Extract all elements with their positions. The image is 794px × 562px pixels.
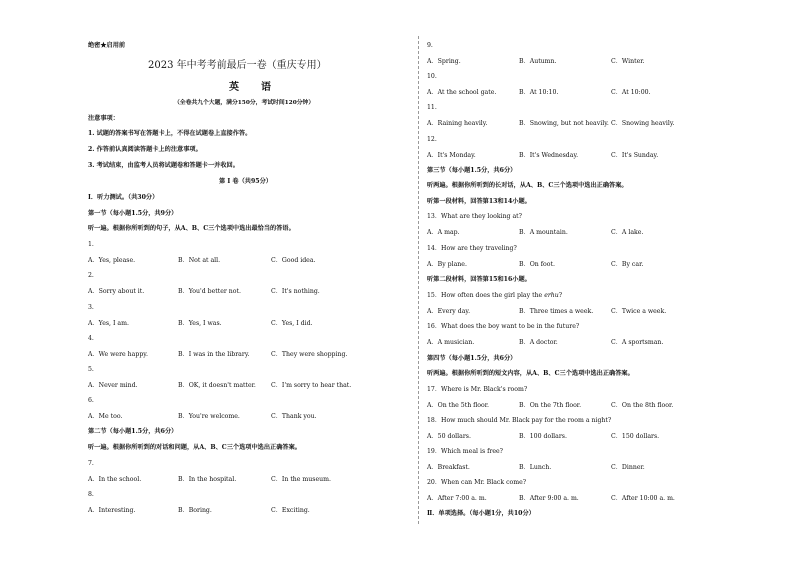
option-b: B．Three times a week. (519, 308, 594, 315)
option-a: A．Breakfast. (427, 464, 470, 471)
notice-item: 3. 考试结束，由监考人员将试题卷和答题卡一并收回。 (88, 162, 239, 169)
option-a: A．At the school gate. (427, 89, 497, 96)
option-b: B．A mountain. (519, 229, 568, 236)
option-b: B．Lunch. (519, 464, 552, 471)
option-c: C．On the 8th floor. (611, 402, 674, 409)
question-text: 20．When can Mr. Black come? (427, 479, 527, 486)
option-b: B．After 9:00 a. m. (519, 495, 579, 502)
option-a: A．We were happy. (88, 351, 148, 358)
option-c: C．By car. (611, 261, 644, 268)
option-c: C．Good idea. (271, 257, 316, 264)
option-a: A．Spring. (427, 58, 461, 65)
question-number: 11. (427, 104, 437, 111)
option-b: B．100 dollars. (519, 433, 567, 440)
exam-title: 2023 年中考考前最后一卷（重庆专用） (148, 60, 327, 71)
exam-info: （全卷共九个大题，满分150分，考试时间120分钟） (174, 100, 315, 106)
option-a: A．Interesting. (88, 507, 136, 514)
subject-title: 英 语 (229, 82, 277, 93)
option-b: B．In the hospital. (178, 476, 237, 483)
subsection-title: 第三节（每小题1.5分，共6分） (427, 167, 517, 174)
option-b: B．On foot. (519, 261, 555, 268)
option-a: A．In the school. (88, 476, 142, 483)
notice-item: 1. 试题的答案书写在答题卡上，不得在试题卷上直接作答。 (88, 130, 252, 137)
option-c: C．Yes, I did. (271, 320, 313, 327)
dialog-instructions: 听第一段材料，回答第13和14小题。 (427, 198, 531, 205)
question-number: 8. (88, 491, 94, 498)
option-a: A．A musician. (427, 339, 475, 346)
question-text: 16．What does the boy want to be in the future? (427, 323, 580, 330)
part-title: 第 I 卷（共95分） (219, 178, 272, 185)
option-c: C．At 10:00. (611, 89, 651, 96)
section-title: Ⅱ．单项选择。（每小题1分，共10分） (427, 510, 535, 517)
question-text: 14．How are they traveling? (427, 245, 517, 252)
option-a: A．It's Monday. (427, 152, 476, 159)
subsection-title: 第二节（每小题1.5分，共6分） (88, 428, 178, 435)
question-number: 5. (88, 366, 94, 373)
option-b: B．It's Wednesday. (519, 152, 579, 159)
option-b: B．Snowing, but not heavily. (519, 120, 609, 127)
option-b: B．You're welcome. (178, 413, 240, 420)
option-a: A．A map. (427, 229, 460, 236)
question-text: 17．Where is Mr. Black's room? (427, 386, 528, 393)
option-c: C．It's Sunday. (611, 152, 659, 159)
question-text: 15．How often does the girl play the erhu? (427, 292, 563, 299)
option-c: C．Snowing heavily. (611, 120, 675, 127)
option-a: A．Never mind. (88, 382, 138, 389)
option-c: C．After 10:00 a. m. (611, 495, 675, 502)
instructions: 听两遍。根据你所听到的短文内容，从A、B、C三个选项中选出正确答案。 (427, 370, 634, 377)
question-number: 6. (88, 397, 94, 404)
question-number: 2. (88, 272, 94, 279)
option-a: A．On the 5th floor. (427, 402, 489, 409)
question-number: 12. (427, 136, 437, 143)
question-text: 18．How much should Mr. Black pay for the room a night? (427, 417, 612, 424)
subsection-title: 第一节（每小题1.5分，共9分） (88, 210, 178, 217)
option-c: C．Twice a week. (611, 308, 667, 315)
question-number: 3. (88, 304, 94, 311)
option-c: C．Dinner. (611, 464, 645, 471)
dialog-instructions: 听第二段材料，回答第15和16小题。 (427, 276, 531, 283)
option-c: C．A lake. (611, 229, 644, 236)
option-b: B．On the 7th floor. (519, 402, 582, 409)
option-b: B．A doctor. (519, 339, 558, 346)
question-text: 13．What are they looking at? (427, 213, 522, 220)
question-text: 19．Which meal is free? (427, 448, 503, 455)
question-number: 1. (88, 241, 94, 248)
option-a: A．Raining heavily. (427, 120, 488, 127)
option-c: C．A sportsman. (611, 339, 664, 346)
option-a: A．By plane. (427, 261, 467, 268)
instructions: 听一遍。根据你所听到的句子，从A、B、C三个选项中选出最恰当的答语。 (88, 225, 295, 232)
option-a: A．Every day. (427, 308, 471, 315)
notice-item: 2. 作答前认真阅读答题卡上的注意事项。 (88, 146, 202, 153)
option-a: A．Yes, I am. (88, 320, 129, 327)
option-a: A．Me too. (88, 413, 123, 420)
option-b: B．OK, it doesn't matter. (178, 382, 256, 389)
instructions: 听一遍。根据你所听到的对话和问题，从A、B、C三个选项中选出正确答案。 (88, 444, 301, 451)
option-b: B．You'd better not. (178, 288, 241, 295)
notice-title: 注意事项： (88, 115, 119, 122)
option-c: C．Thank you. (271, 413, 317, 420)
subsection-title: 第四节（每小题1.5分，共6分） (427, 355, 517, 362)
option-b: B．Not at all. (178, 257, 221, 264)
option-c: C．They were shopping. (271, 351, 348, 358)
column-divider (418, 36, 419, 524)
option-a: A．50 dollars. (427, 433, 471, 440)
option-b: B．Yes, I was. (178, 320, 222, 327)
secret-label: 绝密★启用前 (88, 42, 126, 49)
option-c: C．Exciting. (271, 507, 310, 514)
question-number: 7. (88, 460, 94, 467)
option-a: A．Yes, please. (88, 257, 136, 264)
option-b: B．At 10:10. (519, 89, 559, 96)
option-c: C．It's nothing. (271, 288, 320, 295)
option-b: B．Boring. (178, 507, 212, 514)
option-a: A．After 7:00 a. m. (427, 495, 487, 502)
option-b: B．I was in the library. (178, 351, 250, 358)
option-c: C．I'm sorry to hear that. (271, 382, 352, 389)
question-number: 9. (427, 42, 433, 49)
option-c: C．Winter. (611, 58, 645, 65)
option-b: B．Autumn. (519, 58, 557, 65)
question-number: 10. (427, 73, 437, 80)
option-c: C．In the museum. (271, 476, 331, 483)
section-title: Ⅰ．听力测试。（共30分） (88, 194, 159, 201)
question-number: 4. (88, 335, 94, 342)
instructions: 听两遍。根据你所听到的长对话，从A、B、C三个选项中选出正确答案。 (427, 182, 628, 189)
option-a: A．Sorry about it. (88, 288, 145, 295)
option-c: C．150 dollars. (611, 433, 660, 440)
